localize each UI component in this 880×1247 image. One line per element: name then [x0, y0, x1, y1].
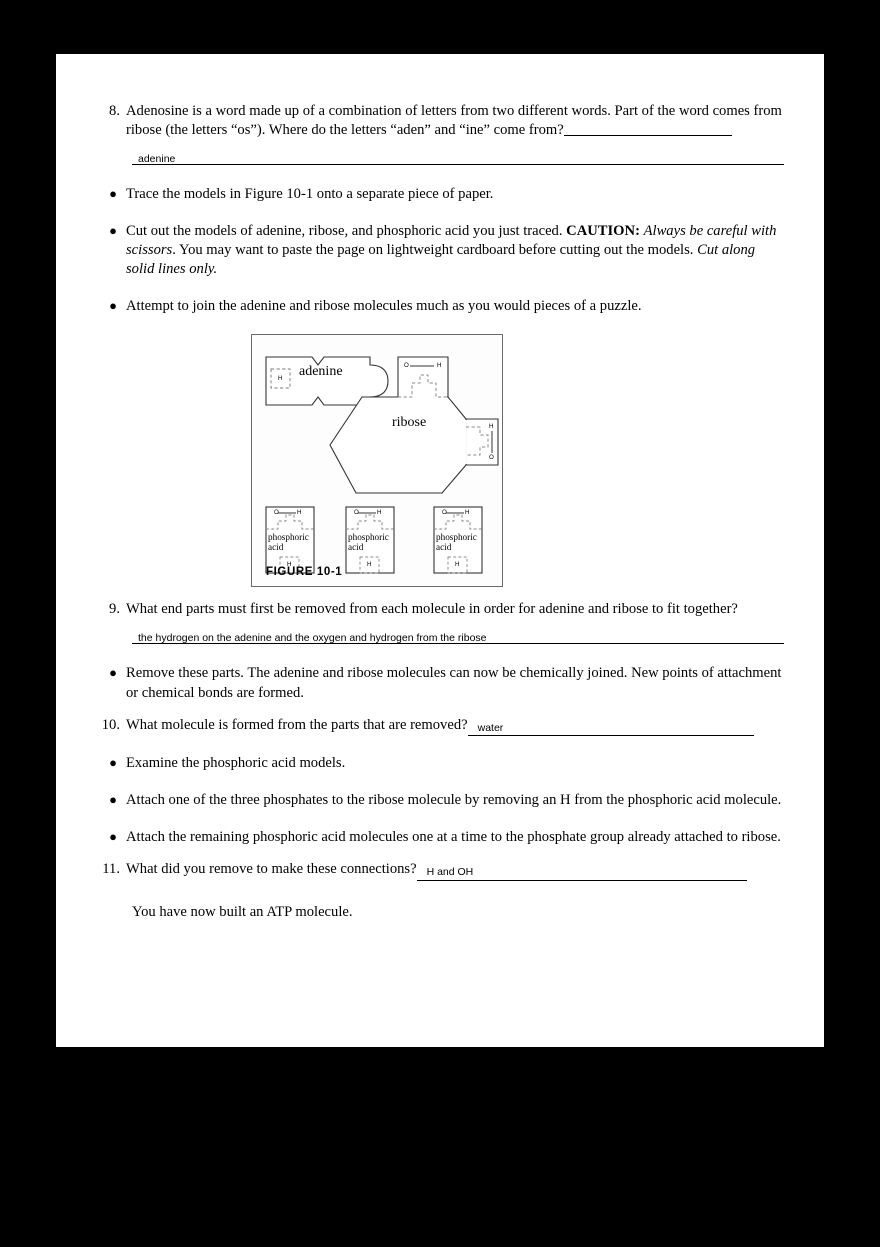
bullet-c2-text: Attach one of the three phosphates to the ribose molecule by removing an H from the phosphoric acid molecule. [126, 792, 782, 809]
phosphoric-acid-2-label [348, 533, 389, 553]
question-8-number: 8. [109, 103, 120, 119]
ribose-top-h-atom: H [437, 362, 442, 370]
bullet-a2-seg2: . You may want to paste the page on lightweight cardboard before cutting out the models. [172, 242, 698, 259]
figure-10-1 [100, 334, 784, 596]
question-11-answer-value: H and OH [426, 866, 474, 879]
ribose-top-o-atom: O [404, 362, 410, 370]
bullet-c1-text: Examine the phosphoric acid models. [126, 754, 346, 771]
question-10-prompt: What molecule is formed from the parts that are removed? [126, 716, 468, 733]
phosphoric-acid-3-label [436, 533, 477, 553]
pa2-o-atom: O [354, 509, 360, 517]
question-11-answer-line[interactable] [417, 864, 747, 880]
adenine-h-atom-label: H [278, 375, 283, 383]
pa1-o-atom: O [274, 509, 280, 517]
bullet-dot-icon: ● [109, 185, 117, 201]
question-8-prompt: Adenosine is a word made up of a combination of letters from two different words. Part of the word comes from ribose (the letters “os”). Where do the letters “aden” and “ine” come from? [126, 103, 782, 138]
list-item [100, 791, 784, 810]
bullet-list-c [100, 754, 784, 847]
pa3-bottom-h-atom: H [455, 561, 460, 569]
ribose-label: ribose [392, 415, 427, 431]
bullet-dot-icon: ● [109, 223, 117, 239]
bullet-c3-text: Attach the remaining phosphoric acid molecules one at a time to the phosphate group already attached to ribose. [126, 829, 781, 846]
bullet-list-a [100, 185, 784, 317]
bullet-dot-icon: ● [109, 829, 117, 845]
bullet-dot-icon: ● [109, 754, 117, 770]
bullet-dot-icon: ● [109, 298, 117, 314]
ribose-outline [330, 397, 466, 493]
phosphoric-acid-1-label [268, 533, 309, 553]
pa1-line1: phosphoric [268, 532, 309, 543]
worksheet-page [56, 54, 824, 1047]
pa2-bottom-h-atom: H [367, 561, 372, 569]
pa3-line2: acid [436, 542, 452, 553]
question-10-answer-line[interactable] [468, 720, 754, 736]
question-11 [100, 860, 784, 880]
bullet-a2-italic2: Cut along solid lines only. [126, 242, 756, 278]
question-9-answer-line[interactable] [132, 628, 784, 644]
pa2-line1: phosphoric [348, 532, 389, 543]
question-9 [100, 600, 784, 619]
bullet-a2-italic1: Always be careful with scissors [126, 223, 777, 259]
question-11-text [126, 860, 784, 880]
question-8 [100, 102, 784, 140]
question-9-answer-value: the hydrogen on the adenine and the oxygen and hydrogen from the ribose [138, 632, 487, 645]
bullet-a2-caution: CAUTION: [566, 223, 640, 240]
pa3-line1: phosphoric [436, 532, 477, 543]
question-10-text [126, 716, 784, 736]
list-item [100, 828, 784, 847]
pa2-line2: acid [348, 542, 364, 553]
question-10-answer-value: water [477, 721, 504, 734]
bullet-a3-text: Attempt to join the adenine and ribose molecules much as you would pieces of a puzzle. [126, 298, 642, 315]
question-8-answer-line[interactable] [132, 149, 784, 165]
question-9-number: 9. [109, 601, 120, 618]
question-10-number: 10. [101, 716, 120, 733]
question-11-prompt: What did you remove to make these connections? [126, 861, 417, 878]
bullet-a1-text: Trace the models in Figure 10-1 onto a separate piece of paper. [126, 185, 494, 202]
bullet-a2-seg1: Cut out the models of adenine, ribose, and phosphoric acid you just traced. [126, 223, 567, 240]
question-8-text [126, 102, 784, 140]
pa1-h-atom: H [297, 509, 302, 517]
list-item [100, 664, 784, 702]
bullet-b1-text: Remove these parts. The adenine and ribose molecules can now be chemically joined. New points of attachment or chemical bonds are formed. [126, 665, 782, 701]
pa1-line2: acid [268, 542, 284, 553]
bullet-dot-icon: ● [109, 665, 117, 681]
ribose-right-h-atom: H [489, 423, 494, 431]
adenine-label: adenine [299, 364, 343, 380]
question-11-number: 11. [102, 861, 120, 878]
bullet-dot-icon: ● [109, 792, 117, 808]
bullet-a2-text [126, 222, 784, 279]
pa1-bottom-h-atom: H [287, 561, 292, 569]
page-content [100, 102, 784, 922]
list-item [100, 222, 784, 279]
ribose-right-o-atom: O [489, 454, 495, 462]
pa2-h-atom: H [377, 509, 382, 517]
list-item [100, 185, 784, 204]
bullet-list-b [100, 664, 784, 702]
closing-text: You have now built an ATP molecule. [132, 903, 353, 920]
question-10 [100, 716, 784, 736]
question-8-answer-value: adenine [138, 152, 176, 165]
pa3-h-atom: H [465, 509, 470, 517]
pa3-o-atom: O [442, 509, 448, 517]
question-8-inline-rule[interactable] [564, 135, 732, 136]
question-9-text: What end parts must first be removed from each molecule in order for adenine and ribose to fit together? [126, 601, 738, 618]
figure-caption: FIGURE 10-1 [266, 566, 343, 579]
figure-border [251, 334, 503, 587]
list-item [100, 754, 784, 773]
list-item [100, 297, 784, 316]
